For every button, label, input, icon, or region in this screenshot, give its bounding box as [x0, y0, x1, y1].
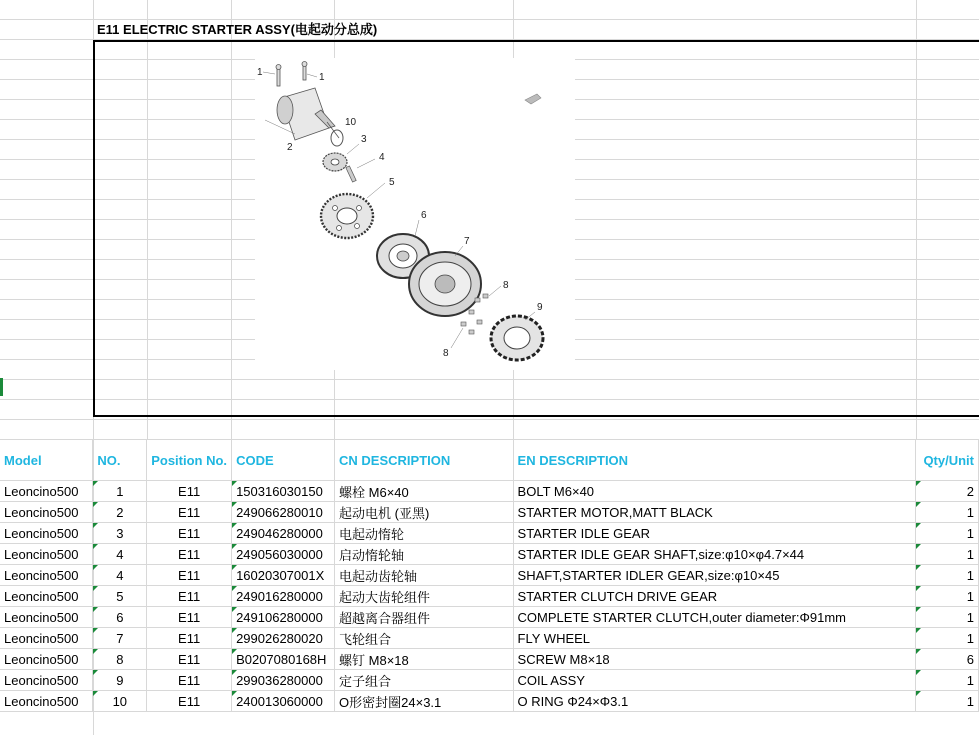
cell-en[interactable]: STARTER CLUTCH DRIVE GEAR — [513, 586, 915, 607]
callout-8a: 8 — [503, 280, 509, 291]
cell-position[interactable]: E11 — [147, 565, 232, 586]
header-en-description: EN DESCRIPTION — [513, 440, 915, 481]
cell-cn[interactable]: 电起动齿轮轴 — [335, 565, 514, 586]
callout-1b: 1 — [319, 72, 325, 83]
page-title: E11 ELECTRIC STARTER ASSY(电起动分总成) — [97, 22, 378, 37]
cell-qty[interactable]: 6 — [916, 649, 979, 670]
cell-en[interactable]: COIL ASSY — [513, 670, 915, 691]
cell-no[interactable]: 9 — [93, 670, 147, 691]
cell-model[interactable]: Leoncino500 — [0, 544, 93, 565]
callout-2: 2 — [287, 142, 293, 153]
cell-model[interactable]: Leoncino500 — [0, 607, 93, 628]
cell-position[interactable]: E11 — [147, 628, 232, 649]
cell-model[interactable]: Leoncino500 — [0, 565, 93, 586]
table-row[interactable] — [0, 502, 979, 523]
table-row[interactable] — [0, 586, 979, 607]
cell-cn[interactable]: 飞轮组合 — [335, 628, 514, 649]
cell-position[interactable]: E11 — [147, 481, 232, 502]
table-row[interactable] — [0, 544, 979, 565]
cell-en[interactable]: FLY WHEEL — [513, 628, 915, 649]
table-row[interactable] — [0, 523, 979, 544]
callout-10: 10 — [345, 117, 357, 128]
cell-no[interactable]: 7 — [93, 628, 147, 649]
cell-no[interactable]: 1 — [93, 481, 147, 502]
cell-code[interactable]: B0207080168H — [232, 649, 335, 670]
coil-stator-part — [491, 316, 543, 360]
cell-en[interactable]: STARTER MOTOR,MATT BLACK — [513, 502, 915, 523]
cell-qty[interactable]: 1 — [916, 607, 979, 628]
cell-model[interactable]: Leoncino500 — [0, 502, 93, 523]
cell-cn[interactable]: 电起动惰轮 — [335, 523, 514, 544]
callout-4: 4 — [379, 152, 385, 163]
cell-model[interactable]: Leoncino500 — [0, 523, 93, 544]
header-position: Position No. — [147, 440, 232, 481]
cell-qty[interactable]: 2 — [916, 481, 979, 502]
idle-gear-part — [323, 153, 347, 171]
callout-7: 7 — [464, 236, 470, 247]
cell-code[interactable]: 249056030000 — [232, 544, 335, 565]
header-cn-description: CN DESCRIPTION — [335, 440, 514, 481]
callout-3: 3 — [361, 134, 367, 145]
cell-position[interactable]: E11 — [147, 502, 232, 523]
table-header-row — [0, 440, 979, 481]
callout-1a: 1 — [257, 67, 263, 78]
flywheel-part — [409, 252, 481, 316]
callout-8b: 8 — [443, 348, 449, 359]
cell-no[interactable]: 6 — [93, 607, 147, 628]
cell-position[interactable]: E11 — [147, 670, 232, 691]
cell-qty[interactable]: 1 — [916, 691, 979, 712]
table-row[interactable] — [0, 481, 979, 502]
row-selection-marker — [0, 378, 3, 396]
cell-no[interactable]: 4 — [93, 565, 147, 586]
cell-no[interactable]: 5 — [93, 586, 147, 607]
cell-position[interactable]: E11 — [147, 649, 232, 670]
cell-en[interactable]: BOLT M6×40 — [513, 481, 915, 502]
cell-code[interactable]: 249066280010 — [232, 502, 335, 523]
cell-en[interactable]: STARTER IDLE GEAR SHAFT,size:φ10×φ4.7×44 — [513, 544, 915, 565]
cell-cn[interactable]: 启动惰轮轴 — [335, 544, 514, 565]
cell-qty[interactable]: 1 — [916, 586, 979, 607]
cell-model[interactable]: Leoncino500 — [0, 628, 93, 649]
cell-position[interactable]: E11 — [147, 607, 232, 628]
cell-en[interactable]: STARTER IDLE GEAR — [513, 523, 915, 544]
cell-position[interactable]: E11 — [147, 544, 232, 565]
table-row[interactable] — [0, 628, 979, 649]
cell-en[interactable]: COMPLETE STARTER CLUTCH,outer diameter:Φ91mm — [513, 607, 915, 628]
cell-no[interactable]: 2 — [93, 502, 147, 523]
header-model: Model — [0, 440, 93, 481]
cell-code[interactable]: 150316030150 — [232, 481, 335, 502]
cell-code[interactable]: 299036280000 — [232, 670, 335, 691]
header-qty: Qty/Unit — [916, 440, 979, 481]
cell-qty[interactable]: 1 — [916, 544, 979, 565]
cell-code[interactable]: 299026280020 — [232, 628, 335, 649]
cell-cn[interactable]: 定子组合 — [335, 670, 514, 691]
callout-6: 6 — [421, 210, 427, 221]
cell-position[interactable]: E11 — [147, 523, 232, 544]
cell-code[interactable]: 249046280000 — [232, 523, 335, 544]
cell-code[interactable]: 249016280000 — [232, 586, 335, 607]
cell-qty[interactable]: 1 — [916, 670, 979, 691]
callout-5: 5 — [389, 177, 395, 188]
cell-en[interactable]: SHAFT,STARTER IDLER GEAR,size:φ10×45 — [513, 565, 915, 586]
table-row[interactable] — [0, 607, 979, 628]
cell-qty[interactable]: 1 — [916, 565, 979, 586]
cell-no[interactable]: 10 — [93, 691, 147, 712]
callout-9: 9 — [537, 302, 543, 313]
cell-cn[interactable]: 起动大齿轮组件 — [335, 586, 514, 607]
cell-model[interactable]: Leoncino500 — [0, 481, 93, 502]
cell-no[interactable]: 4 — [93, 544, 147, 565]
exploded-parts-diagram — [255, 58, 575, 370]
header-no: NO. — [93, 440, 147, 481]
cell-model[interactable]: Leoncino500 — [0, 586, 93, 607]
clutch-drive-gear-part — [321, 194, 373, 238]
header-code: CODE — [232, 440, 335, 481]
cell-cn[interactable]: O形密封圈24×3.1 — [335, 691, 514, 712]
cell-en[interactable]: SCREW M8×18 — [513, 649, 915, 670]
cell-cn[interactable]: 螺钉 M8×18 — [335, 649, 514, 670]
cell-model[interactable]: Leoncino500 — [0, 670, 93, 691]
cell-cn[interactable]: 超越离合器组件 — [335, 607, 514, 628]
table-row[interactable] — [0, 670, 979, 691]
cell-en[interactable]: O RING Φ24×Φ3.1 — [513, 691, 915, 712]
table-row[interactable] — [0, 565, 979, 586]
parts-table — [0, 440, 979, 712]
cell-position[interactable]: E11 — [147, 691, 232, 712]
cell-cn[interactable]: 螺栓 M6×40 — [335, 481, 514, 502]
cell-code[interactable]: 16020307001X — [232, 565, 335, 586]
cell-position[interactable]: E11 — [147, 586, 232, 607]
table-row[interactable] — [0, 691, 979, 712]
cell-no[interactable]: 3 — [93, 523, 147, 544]
cell-qty[interactable]: 1 — [916, 502, 979, 523]
cell-qty[interactable]: 1 — [916, 523, 979, 544]
cell-model[interactable]: Leoncino500 — [0, 649, 93, 670]
cell-code[interactable]: 249106280000 — [232, 607, 335, 628]
cell-qty[interactable]: 1 — [916, 628, 979, 649]
cell-cn[interactable]: 起动电机 (亚黑) — [335, 502, 514, 523]
table-row[interactable] — [0, 649, 979, 670]
cell-no[interactable]: 8 — [93, 649, 147, 670]
cell-code[interactable]: 240013060000 — [232, 691, 335, 712]
cell-model[interactable]: Leoncino500 — [0, 691, 93, 712]
